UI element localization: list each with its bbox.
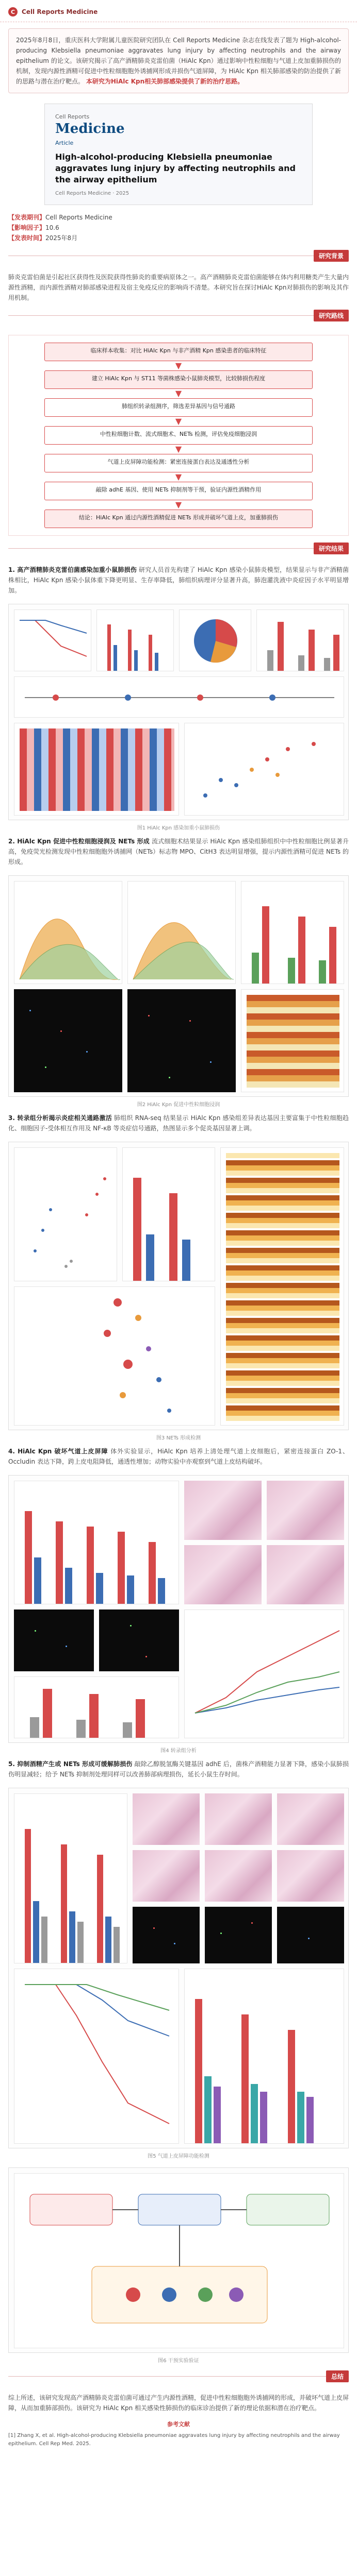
figure-caption: 图3 NETs 形成检测 [156,1435,201,1441]
fig-panel [14,2173,344,2348]
histology-image [184,1481,262,1540]
volcano-plot [14,1148,118,1282]
arrow-down-icon: ▼ [175,500,182,510]
arrow-down-icon: ▼ [175,361,182,370]
fig-panel [14,609,91,671]
fig-panel [14,676,344,718]
figure-1 [8,604,349,820]
flow-step: 肺组织转录组测序，筛选差异基因与信号通路 [44,398,313,417]
fig-panel [184,1609,344,1738]
flow-step: 建立 HiAlc Kpn 与 ST11 等菌株感染小鼠肺炎模型，比较肺损伤程度 [44,370,313,389]
flow-cytometry-plot [14,882,123,985]
fig-panel [241,989,344,1092]
survival-curve [14,1969,180,2144]
histology-image [184,1545,262,1604]
fluorescence-image [127,989,236,1092]
fig-panel [14,723,179,816]
fig-panel [184,1969,344,2144]
timeline-diagram [14,677,345,718]
cover-article-type: Article [55,140,74,146]
figure-caption: 图2 HiAlc Kpn 促进中性粒细胞浸润 [137,1102,220,1108]
summary-text: 综上所述，该研究发现高产酒精肺炎克雷伯菌可通过产生内源性酒精，促进中性粒细胞胞外诱捕网的形成，并破坏气道上皮屏障，从而加重肺部损伤。该研究为 HiAlc Kpn 相关感染性肺损伤的临床诊治提供了新的理论依据和潜在治疗靶点。 [8,2394,349,2412]
histology-image [133,1793,200,1845]
fig-panel [14,1969,179,2144]
article-header [0,0,357,22]
line-chart [185,1610,345,1739]
histology-image [267,1545,344,1604]
figure-caption: 图6 干预实验验证 [158,2358,199,2364]
histology-image [205,1793,272,1845]
fluorescence-image [14,1609,94,1671]
pathway-dotplot [14,1287,216,1426]
fig-panel [14,1147,117,1281]
result-block: 1. 高产酒精肺炎克雷伯菌感染加重小鼠肺损伤 研究人员首先构建了 HiAlc Kpn 感染小鼠肺炎模型，结果显示与非产酒精菌株相比，HiAlc Kpn 感染小鼠体重下降更明显、生存率降低，肺组织病理评分显著升高，肺泡灌洗液中炎症因子水平明显增加。 [8,566,349,594]
scatter-plot [185,723,345,816]
cover-journal: Medicine [55,121,125,137]
result-block: 4. HiAlc Kpn 破坏气道上皮屏障 体外实验显示，HiAlc Kpn 培养上清处理气道上皮细胞后，紧密连接蛋白 ZO-1、Occludin 表达下降，跨上皮电阻降低，通透性增加；动物实验中亦观察到气道上皮结构破坏。 [8,1448,349,1465]
result-block: 2. HiAlc Kpn 促进中性粒细胞浸润及 NETs 形成 流式细胞术结果显示 HiAlc Kpn 感染组肺组织中中性粒细胞比例显著升高，免疫荧光检测发现中性粒细胞胞外诱捕网（NETs）标志物 MPO、CitH3 表达明显增强，提示内源性酒精可促进 NETs 的形成。 [8,838,349,866]
info-row: 【影响因子】10.6 [8,224,59,231]
figure-3 [8,1142,349,1430]
figure-2 [8,875,349,1097]
result-block: 5. 抑制酒精产生或 NETs 形成可缓解肺损伤 敲除乙醇脱氢酶关键基因 adhE 后，菌株产酒精能力显著下降，感染小鼠肺损伤明显减轻；给予 NETs 抑制剂处理同样可以改善肺部病理损伤，延长小鼠生存时间。 [8,1760,349,1778]
flow-step: 敲除 adhE 基因、使用 NETs 抑制剂等干预，验证内源性酒精作用 [44,482,313,500]
result-block: 3. 转录组分析揭示炎症相关通路激活 肺组织 RNA-seq 结果显示 HiAlc Kpn 感染组差异表达基因主要富集于中性粒细胞趋化、细胞因子-受体相互作用及 NF-κB 等炎症信号通路，热图显示多个促炎基因显著上调。 [8,1114,349,1132]
fig-panel [14,1793,127,1963]
flow-step: 结论：HiAlc Kpn 通过内源性酒精促进 NETs 形成并破坏气道上皮，加重肺损伤 [44,510,313,528]
figure-caption: 图5 气道上皮屏障功能检测 [148,2154,209,2159]
info-row: 【发表期刊】Cell Reports Medicine [8,214,112,221]
references-title: 参考文献 [167,2421,190,2428]
arrow-down-icon: ▼ [175,416,182,426]
fig-panel [179,609,251,671]
cover-title: High-alcohol-producing Klebsiella pneumoniae aggravates lung injury by affecting neutrophils and the airway epithelium [55,152,296,184]
figure-caption: 图1 HiAlc Kpn 感染加重小鼠肺损伤 [137,825,220,831]
section-results: 研究结果 [8,548,349,560]
info-row: 【发表时间】2025年8月 [8,234,78,242]
flow-step: 气道上皮屏障功能检测：紧密连接蛋白表达及通透性分析 [44,454,313,472]
intro-paragraph [16,35,341,87]
fig-panel [127,881,236,984]
fig-panel [184,723,344,816]
figure-caption: 图4 转录组分析 [160,1748,197,1754]
references [8,2420,349,2448]
fig-panel [14,881,122,984]
intro-box [8,28,349,93]
figure-6 [8,2167,349,2353]
histology-image [205,1850,272,1902]
arrow-down-icon: ▼ [175,444,182,454]
fig-panel [14,1676,179,1738]
histology-image [267,1481,344,1540]
flow-cytometry-plot [128,882,236,985]
intro-highlight: 本研究为HiAlc Kpn相关肺部感染提供了新的治疗思路。 [86,78,244,85]
intro-text: 2025年8月8日，重庆医科大学附属儿童医院研究团队在 Cell Reports Medicine 杂志在线发表了题为 High-alcohol-producing Klebsiella pneumoniae aggravates lung injury by affecting neutrophils and the airway epithelium 的论文。该研究揭示了高产酒精肺炎克雷伯菌（HiAlc Kpn）通过影响中性粒细胞与气道上皮加重肺损伤的机制，发现内源性酒精可促进中性粒细胞胞外诱捕网形成并损伤气道屏障，为 HiAlc Kpn 相关肺部感染的防治提供了新的思路与潜在治疗靶点。 [16,37,341,85]
histology-image [277,1793,344,1845]
fig-panel [256,609,344,671]
journal-name: Cell Reports Medicine [22,8,98,15]
fig-panel [220,1147,344,1426]
figure-5 [8,1788,349,2148]
histology-image [133,1850,200,1902]
flow-step: 中性粒细胞计数、流式细胞术、NETs 检测，评估免疫细胞浸润 [44,426,313,445]
journal-logo-icon: C [8,7,18,16]
pie-chart [180,610,252,672]
flow-step: 临床样本收集：对比 HiAlc Kpn 与非产酒精 Kpn 感染患者的临床特征 [44,343,313,361]
arrow-down-icon: ▼ [175,388,182,398]
reference-item: [1] Zhang X, et al. High-alcohol-producing Klebsiella pneumoniae aggravates lung injury by affecting neutrophils and the airway epithelium. Cell Rep Med. 2025. [8,2433,340,2447]
histology-image [277,1850,344,1902]
section-route: 研究路线 [8,315,349,327]
background-text: 肺炎克雷伯菌是引起社区获得性及医院获得性肺炎的重要病原体之一。高产酒精肺炎克雷伯菌能够在体内利用糖类产生大量内源性酒精，而内源性酒精对肺部感染进程及宿主免疫反应的影响尚不清楚。本研究旨在探讨HiAlc Kpn对肺损伤的影响及其作用机制。 [8,274,349,301]
fig-panel [14,1286,215,1426]
fluorescence-image [14,989,122,1092]
fig-panel [96,609,174,671]
fig-panel [14,1481,179,1604]
arrow-down-icon: ▼ [175,472,182,482]
survival-curve [14,610,92,672]
section-background: 研究背景 [8,256,349,267]
fluorescence-image [205,1907,272,1963]
fluorescence-image [133,1907,200,1963]
fig-panel [122,1147,215,1281]
fig-panel [241,881,344,984]
route-flowchart [8,335,349,536]
cover-journal-small: Cell Reports [55,113,90,120]
paper-info [8,212,349,243]
paper-cover-card [44,104,313,205]
mechanism-diagram [14,2174,345,2349]
fluorescence-image [99,1609,179,1671]
fluorescence-image [277,1907,344,1963]
cover-meta: Cell Reports Medicine · 2025 [55,191,129,196]
section-summary: 总结 [8,2376,349,2387]
figure-4 [8,1475,349,1743]
